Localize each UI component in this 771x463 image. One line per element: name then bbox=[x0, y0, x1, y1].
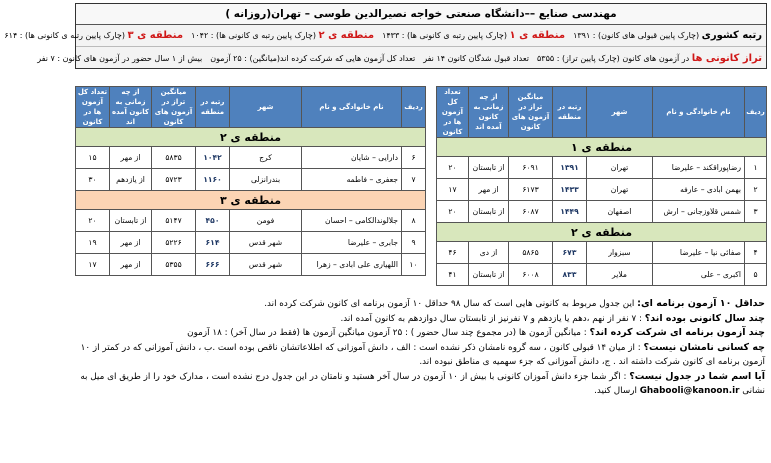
cell-rank: ۱۴۳۳ bbox=[553, 179, 587, 201]
table-row bbox=[76, 254, 426, 276]
note-label: چه کسانی نامشان نیست؟ bbox=[643, 341, 765, 353]
cell-count: ۴۶ bbox=[437, 242, 469, 264]
cell-since: از دی bbox=[469, 242, 509, 264]
note-exam-count bbox=[77, 326, 765, 341]
table-row bbox=[437, 264, 767, 286]
table-row bbox=[76, 232, 426, 254]
cell-idx: ۵ bbox=[745, 264, 767, 286]
cell-count: ۴۱ bbox=[437, 264, 469, 286]
cell-idx: ۲ bbox=[745, 179, 767, 201]
col-count: تعداد کل آزمون ها در کانون bbox=[437, 87, 469, 138]
country-rank-label: رتبه کشوری bbox=[701, 30, 762, 41]
table-row bbox=[437, 242, 767, 264]
region1-rank bbox=[378, 30, 569, 41]
cell-count: ۳۰ bbox=[76, 169, 110, 191]
cell-name: بهمن ابادی – عارفه bbox=[653, 179, 745, 201]
cell-taraz: ۶۰۹۱ bbox=[509, 157, 553, 179]
cell-idx: ۱۰ bbox=[402, 254, 426, 276]
cell-taraz: ۵۷۲۳ bbox=[152, 169, 196, 191]
cell-taraz: ۵۳۵۵ bbox=[152, 254, 196, 276]
note-years bbox=[77, 312, 765, 327]
region-row bbox=[76, 191, 426, 210]
note-min-exams bbox=[77, 297, 765, 312]
cell-since: از مهر bbox=[110, 147, 152, 169]
cell-count: ۱۷ bbox=[437, 179, 469, 201]
cell-since: از مهر bbox=[110, 254, 152, 276]
taraz-label: تراز کانونی ها bbox=[691, 52, 762, 64]
region-row bbox=[437, 223, 767, 242]
cell-since: از تابستان bbox=[110, 210, 152, 232]
cell-rank: ۱۱۶۰ bbox=[196, 169, 230, 191]
accepted-count: تعداد قبول شدگان کانون ۱۴ نفر bbox=[423, 53, 529, 63]
region3-rank bbox=[0, 30, 187, 41]
cell-idx: ۷ bbox=[402, 169, 426, 191]
summary-row-stats bbox=[37, 47, 766, 69]
cell-name: دارایی – شایان bbox=[302, 147, 402, 169]
summary-row-ranks bbox=[4, 25, 766, 47]
cell-city: شهر قدس bbox=[230, 232, 302, 254]
region-label: منطقه ی ۳ bbox=[76, 191, 426, 210]
cell-city: بندرانزلی bbox=[230, 169, 302, 191]
cell-since: از تابستان bbox=[469, 264, 509, 286]
region-label: منطقه ی ۲ bbox=[76, 128, 426, 147]
col-name: نام خانوادگی و نام bbox=[302, 87, 402, 128]
right-results-table bbox=[436, 86, 767, 286]
note-not-listed bbox=[77, 370, 765, 399]
cell-city: سبزوار bbox=[587, 242, 653, 264]
cell-count: ۱۵ bbox=[76, 147, 110, 169]
summary-header bbox=[4, 3, 767, 69]
col-city: شهر bbox=[587, 87, 653, 138]
col-idx: ردیف bbox=[745, 87, 767, 138]
table-row bbox=[76, 147, 426, 169]
note-text: : اگر شما جزء دانش آموزان کانونی با بیش از ۱۰ آزمون در سال آخر هستید و نامتان در این جدول درج نشده است ، مدارک خود را از طریق ای میل به نشانی bbox=[80, 371, 765, 396]
cell-name: اکبری – علی bbox=[653, 264, 745, 286]
table-row bbox=[76, 169, 426, 191]
contact-email-link[interactable]: Ghabooli@kanoon.ir bbox=[639, 386, 740, 396]
cell-city: ملایر bbox=[587, 264, 653, 286]
region2-detail: (چارک پایین رتبه ی کانونی ها) : ۱۰۴۲ bbox=[191, 31, 316, 40]
cell-taraz: ۵۸۶۵ bbox=[509, 242, 553, 264]
col-name: نام خانوادگی و نام bbox=[653, 87, 745, 138]
cell-count: ۲۰ bbox=[437, 157, 469, 179]
cell-since: از تابستان bbox=[469, 201, 509, 223]
cell-idx: ۸ bbox=[402, 210, 426, 232]
cell-taraz: ۶۰۰۸ bbox=[509, 264, 553, 286]
total-exams: تعداد کل آزمون هایی که شرکت کرده اند(میانگین) : ۲۵ آزمون bbox=[210, 53, 416, 63]
note-label: حداقل ۱۰ آزمون برنامه ای: bbox=[637, 298, 765, 309]
col-rank: رتبه در منطقه bbox=[553, 87, 587, 138]
table-row bbox=[437, 201, 767, 223]
cell-taraz: ۶۱۷۳ bbox=[509, 179, 553, 201]
cell-count: ۱۷ bbox=[76, 254, 110, 276]
note-label: چند سال کانونی بوده اند؟ bbox=[644, 312, 765, 324]
cell-since: از مهر bbox=[469, 179, 509, 201]
region3-detail: (چارک پایین رتبه ی کانونی ها) : ۶۱۴ bbox=[4, 31, 125, 40]
notes-section bbox=[77, 297, 765, 459]
region-row bbox=[437, 138, 767, 157]
region-row bbox=[76, 128, 426, 147]
cell-rank: ۶۶۶ bbox=[196, 254, 230, 276]
cell-name: شمس قلاوزجانی – ارش bbox=[653, 201, 745, 223]
col-since: از چه زمانی به کانون آمده اند bbox=[469, 87, 509, 138]
cell-count: ۱۹ bbox=[76, 232, 110, 254]
cell-count: ۲۰ bbox=[437, 201, 469, 223]
col-taraz: میانگین تراز در آزمون های کانون bbox=[509, 87, 553, 138]
cell-rank: ۶۱۴ bbox=[196, 232, 230, 254]
col-since: از چه زمانی به کانون آمده اند bbox=[110, 87, 152, 128]
table-header-row bbox=[437, 87, 767, 138]
table-row bbox=[437, 157, 767, 179]
col-idx: ردیف bbox=[402, 87, 426, 128]
region2-rank bbox=[187, 30, 378, 41]
left-results-table bbox=[75, 86, 426, 276]
cell-idx: ۳ bbox=[745, 201, 767, 223]
col-taraz: میانگین تراز در آزمون های کانون bbox=[152, 87, 196, 128]
col-count: تعداد کل آزمون ها در کانون bbox=[76, 87, 110, 128]
cell-name: جابری – علیرضا bbox=[302, 232, 402, 254]
cell-rank: ۱۴۴۹ bbox=[553, 201, 587, 223]
note-missing-names bbox=[77, 341, 765, 370]
cell-count: ۲۰ bbox=[76, 210, 110, 232]
cell-rank: ۸۳۳ bbox=[553, 264, 587, 286]
table-header-row bbox=[76, 87, 426, 128]
cell-rank: ۴۵۰ bbox=[196, 210, 230, 232]
col-city: شهر bbox=[230, 87, 302, 128]
cell-since: از تابستان bbox=[469, 157, 509, 179]
country-rank bbox=[569, 30, 766, 41]
note-text: : میانگین آزمون ها (در مجموع چند سال حضور ) : ۲۵ آزمون میانگین آزمون ها (فقط در سال آخر) : ۱۸ آزمون bbox=[187, 328, 590, 338]
cell-since: از مهر bbox=[110, 232, 152, 254]
cell-idx: ۴ bbox=[745, 242, 767, 264]
region-label: منطقه ی ۱ bbox=[437, 138, 767, 157]
cell-rank: ۶۷۳ bbox=[553, 242, 587, 264]
region3-label: منطقه ی ۳ bbox=[127, 30, 184, 41]
cell-city: تهران bbox=[587, 157, 653, 179]
cell-city: کرج bbox=[230, 147, 302, 169]
region-label: منطقه ی ۲ bbox=[437, 223, 767, 242]
cell-taraz: ۵۸۳۵ bbox=[152, 147, 196, 169]
cell-idx: ۶ bbox=[402, 147, 426, 169]
cell-name: اللهیاری علی ابادی – زهرا bbox=[302, 254, 402, 276]
cell-city: اصفهان bbox=[587, 201, 653, 223]
note-label: چند آزمون برنامه ای شرکت کرده اند؟ bbox=[589, 327, 765, 338]
cell-name: رضاپوراقکند – علیرضا bbox=[653, 157, 745, 179]
page-title: مهندسی صنایع ––دانشگاه صنعتی خواجه نصیرالدین طوسی – تهران(روزانه ) bbox=[76, 4, 766, 25]
region1-detail: (چارک پایین رتبه ی کانونی ها) : ۱۴۳۳ bbox=[382, 31, 507, 40]
table-row bbox=[76, 210, 426, 232]
cell-taraz: ۵۱۴۷ bbox=[152, 210, 196, 232]
cell-rank: ۱۳۹۱ bbox=[553, 157, 587, 179]
taraz-summary bbox=[533, 53, 766, 64]
note-label: آیا اسم شما در جدول نیست؟ bbox=[629, 370, 765, 382]
cell-name: صفائی نیا – علیرضا bbox=[653, 242, 745, 264]
note-text: : از میان ۱۴ قبولی کانون ، سه گروه نامشان ذکر نشده است : الف ، دانش آموزانی که اطلاعاتشان ناقص بوده است .ب ، دانش آموزانی که در کمتر از ۱۰ آزمون برنامه ای کانون شرکت داشته اند . ج، دانش آموزانی که جزء سهمیه ی مناطق نبوده اند. bbox=[80, 342, 765, 367]
cell-city: تهران bbox=[587, 179, 653, 201]
cell-since: از یازدهم bbox=[110, 169, 152, 191]
col-rank: رتبه در منطقه bbox=[196, 87, 230, 128]
cell-taraz: ۵۲۲۶ bbox=[152, 232, 196, 254]
cell-city: فومن bbox=[230, 210, 302, 232]
note-text: : ۷ نفر از نهم ،دهم یا یازدهم و ۷ نفرنیز از تابستان سال دوازدهم به کانون آمده اند. bbox=[340, 313, 645, 324]
table-row bbox=[437, 179, 767, 201]
cell-rank: ۱۰۴۲ bbox=[196, 147, 230, 169]
region1-label: منطقه ی ۱ bbox=[509, 30, 566, 41]
cell-idx: ۱ bbox=[745, 157, 767, 179]
cell-taraz: ۶۰۸۷ bbox=[509, 201, 553, 223]
note-text: این جدول مربوط به کانونی هایی است که سال ۹۸ حداقل ۱۰ آزمون برنامه ای کانون شرکت کرده اند. bbox=[264, 299, 638, 309]
note-text: ارسال کنید. bbox=[594, 386, 637, 396]
country-rank-detail: (چارک پایین قبولی های کانون) : ۱۳۹۱ bbox=[573, 31, 700, 40]
cell-name: جعفری – فاطمه bbox=[302, 169, 402, 191]
region2-label: منطقه ی ۲ bbox=[318, 30, 375, 41]
cell-city: شهر قدس bbox=[230, 254, 302, 276]
cell-name: جلالوندالکامی – احسان bbox=[302, 210, 402, 232]
presence-count: بیش از ۱ سال حضور در آزمون های کانون : ۷ نفر bbox=[37, 53, 203, 63]
taraz-detail: در آزمون های کانون (چارک پایین تراز) : ۵۳۵۵ bbox=[536, 53, 690, 63]
cell-idx: ۹ bbox=[402, 232, 426, 254]
